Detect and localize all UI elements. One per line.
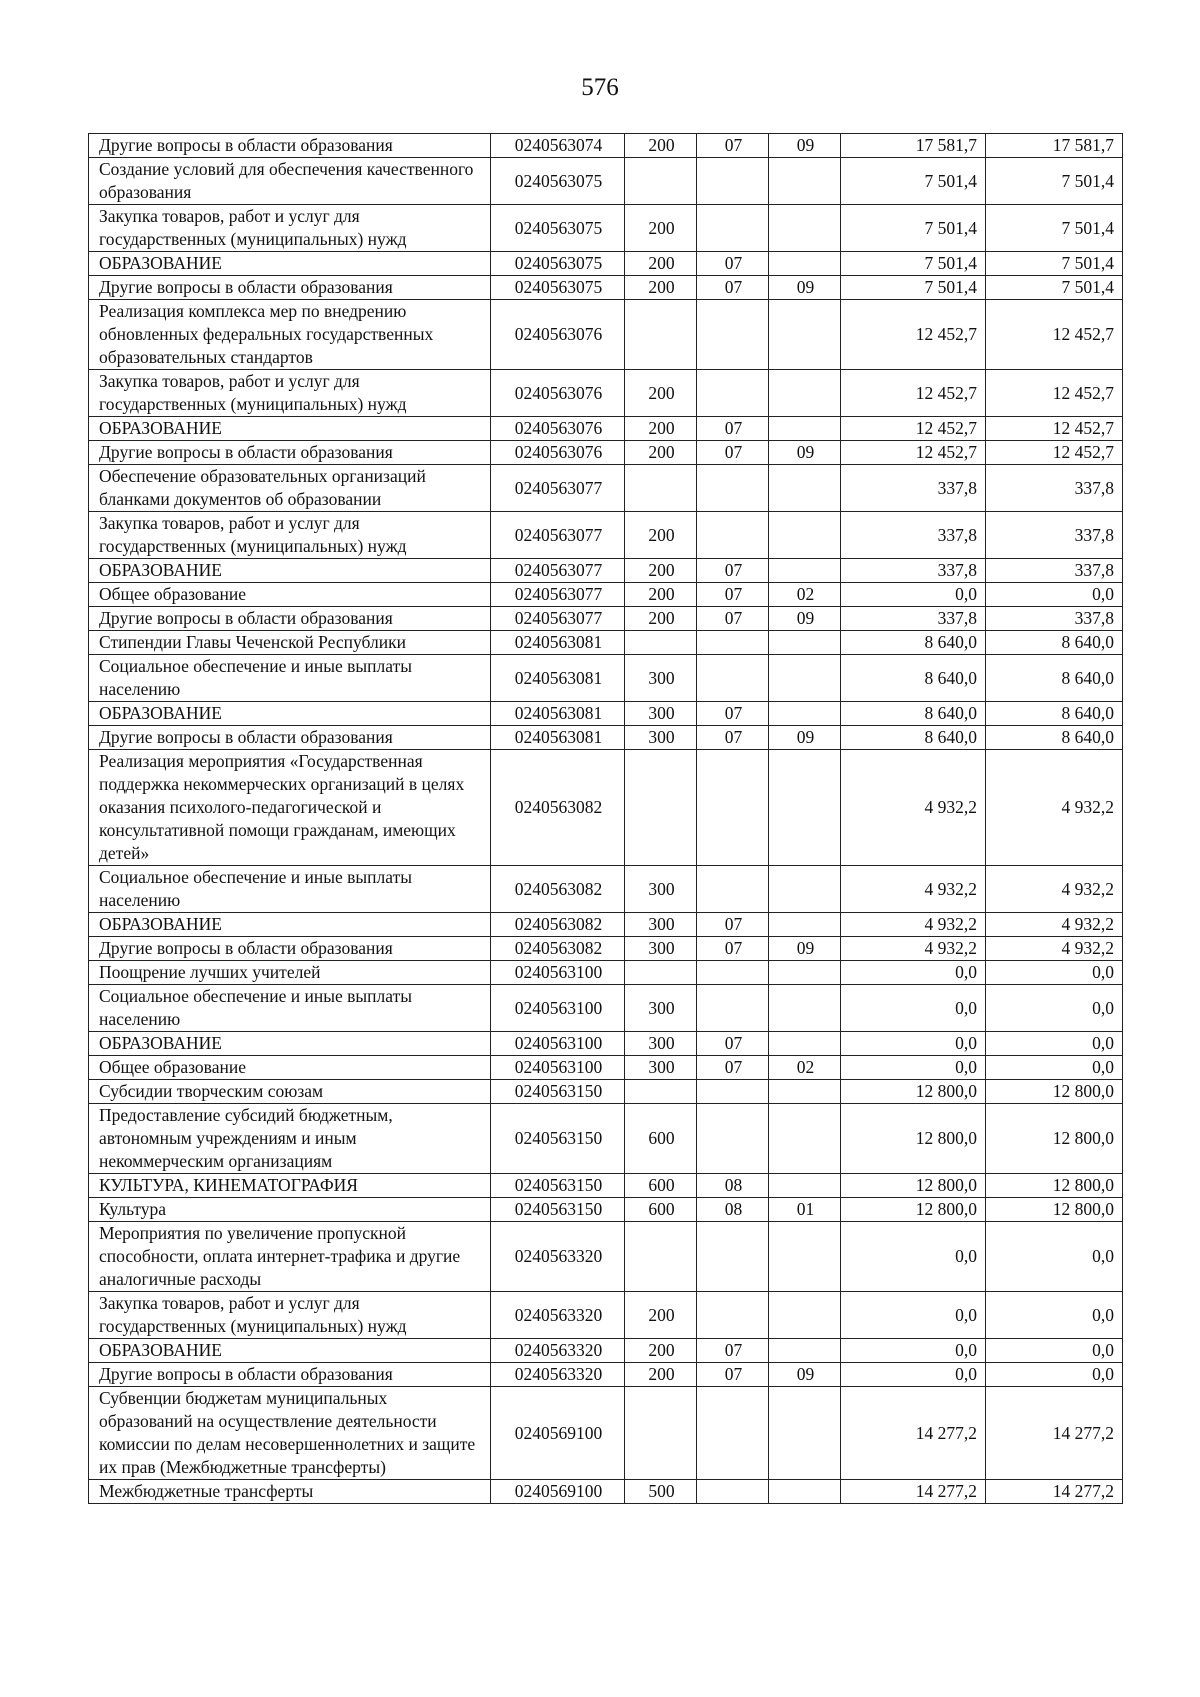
amount-1: 12 452,7 (841, 441, 986, 465)
target-code: 0240563100 (491, 1032, 625, 1056)
section (697, 961, 769, 985)
item-name: ОБРАЗОВАНИЕ (89, 417, 491, 441)
section (697, 1387, 769, 1480)
amount-1: 0,0 (841, 1032, 986, 1056)
target-code: 0240563081 (491, 702, 625, 726)
expense-type: 200 (625, 1292, 697, 1339)
target-code: 0240563081 (491, 631, 625, 655)
amount-1: 8 640,0 (841, 631, 986, 655)
amount-2: 0,0 (986, 1339, 1123, 1363)
table-row (89, 252, 1123, 276)
subsection (769, 1080, 841, 1104)
target-code: 0240563075 (491, 252, 625, 276)
page-number: 576 (581, 74, 619, 101)
table-row (89, 158, 1123, 205)
item-name: Культура (89, 1198, 491, 1222)
item-name: Другие вопросы в области образования (89, 134, 491, 158)
subsection: 09 (769, 607, 841, 631)
target-code: 0240563077 (491, 583, 625, 607)
table-row (89, 702, 1123, 726)
expense-type: 600 (625, 1104, 697, 1174)
table-row (89, 417, 1123, 441)
expense-type: 200 (625, 559, 697, 583)
expense-type: 500 (625, 1480, 697, 1504)
subsection: 02 (769, 583, 841, 607)
expense-type: 300 (625, 913, 697, 937)
target-code: 0240563150 (491, 1198, 625, 1222)
table-row (89, 866, 1123, 913)
item-name: Реализация мероприятия «Государственная поддержка некоммерческих организаций в целях оказания психолого-педагогической и консультативной помощи гражданам, имеющих детей» (89, 750, 491, 866)
item-name: Стипендии Главы Чеченской Республики (89, 631, 491, 655)
subsection: 09 (769, 1363, 841, 1387)
subsection (769, 1480, 841, 1504)
expense-type (625, 158, 697, 205)
subsection: 09 (769, 276, 841, 300)
subsection: 09 (769, 726, 841, 750)
expense-type: 200 (625, 583, 697, 607)
subsection (769, 1222, 841, 1292)
table-row (89, 512, 1123, 559)
section (697, 1222, 769, 1292)
table-row (89, 1363, 1123, 1387)
subsection (769, 750, 841, 866)
target-code: 0240563081 (491, 655, 625, 702)
item-name: ОБРАЗОВАНИЕ (89, 913, 491, 937)
amount-2: 8 640,0 (986, 631, 1123, 655)
table-row (89, 607, 1123, 631)
table-row (89, 583, 1123, 607)
expense-type: 200 (625, 512, 697, 559)
amount-2: 337,8 (986, 512, 1123, 559)
table-row (89, 1080, 1123, 1104)
expense-type (625, 961, 697, 985)
expense-type: 200 (625, 276, 697, 300)
section: 07 (697, 913, 769, 937)
item-name: Закупка товаров, работ и услуг для государственных (муниципальных) нужд (89, 1292, 491, 1339)
table-row (89, 370, 1123, 417)
amount-2: 0,0 (986, 1363, 1123, 1387)
amount-1: 12 800,0 (841, 1080, 986, 1104)
subsection: 09 (769, 441, 841, 465)
table-row (89, 750, 1123, 866)
amount-2: 0,0 (986, 985, 1123, 1032)
section (697, 465, 769, 512)
amount-1: 7 501,4 (841, 205, 986, 252)
section: 07 (697, 134, 769, 158)
amount-2: 0,0 (986, 961, 1123, 985)
amount-1: 337,8 (841, 465, 986, 512)
amount-2: 0,0 (986, 1056, 1123, 1080)
amount-2: 14 277,2 (986, 1480, 1123, 1504)
amount-2: 7 501,4 (986, 252, 1123, 276)
target-code: 0240563075 (491, 158, 625, 205)
amount-2: 0,0 (986, 1032, 1123, 1056)
expense-type: 200 (625, 417, 697, 441)
target-code: 0240563082 (491, 937, 625, 961)
expense-type (625, 631, 697, 655)
table-row (89, 1032, 1123, 1056)
item-name: Социальное обеспечение и иные выплаты населению (89, 655, 491, 702)
target-code: 0240563076 (491, 417, 625, 441)
subsection (769, 655, 841, 702)
table-row (89, 937, 1123, 961)
amount-1: 14 277,2 (841, 1480, 986, 1504)
table-row (89, 465, 1123, 512)
item-name: Другие вопросы в области образования (89, 607, 491, 631)
subsection (769, 985, 841, 1032)
table-row (89, 1222, 1123, 1292)
table-row (89, 726, 1123, 750)
section (697, 300, 769, 370)
section: 08 (697, 1174, 769, 1198)
item-name: Обеспечение образовательных организаций бланками документов об образовании (89, 465, 491, 512)
amount-2: 12 452,7 (986, 417, 1123, 441)
table-row (89, 559, 1123, 583)
amount-2: 12 452,7 (986, 370, 1123, 417)
item-name: Поощрение лучших учителей (89, 961, 491, 985)
amount-2: 4 932,2 (986, 866, 1123, 913)
expense-type: 300 (625, 726, 697, 750)
target-code: 0240563100 (491, 1056, 625, 1080)
amount-1: 7 501,4 (841, 158, 986, 205)
amount-2: 12 452,7 (986, 300, 1123, 370)
amount-2: 12 800,0 (986, 1174, 1123, 1198)
subsection (769, 512, 841, 559)
subsection (769, 961, 841, 985)
amount-2: 0,0 (986, 583, 1123, 607)
budget-table (88, 133, 1123, 1504)
item-name: Другие вопросы в области образования (89, 726, 491, 750)
expense-type: 300 (625, 937, 697, 961)
target-code: 0240563150 (491, 1174, 625, 1198)
item-name: Создание условий для обеспечения качественного образования (89, 158, 491, 205)
section: 07 (697, 583, 769, 607)
amount-1: 0,0 (841, 583, 986, 607)
amount-1: 12 800,0 (841, 1198, 986, 1222)
item-name: ОБРАЗОВАНИЕ (89, 1032, 491, 1056)
amount-1: 337,8 (841, 512, 986, 559)
amount-1: 0,0 (841, 961, 986, 985)
section (697, 1104, 769, 1174)
section (697, 631, 769, 655)
table-row (89, 1387, 1123, 1480)
expense-type: 300 (625, 866, 697, 913)
target-code: 0240563077 (491, 512, 625, 559)
subsection (769, 702, 841, 726)
section: 07 (697, 559, 769, 583)
table-row (89, 961, 1123, 985)
subsection: 09 (769, 134, 841, 158)
expense-type: 300 (625, 655, 697, 702)
target-code: 0240563076 (491, 300, 625, 370)
table-row (89, 1292, 1123, 1339)
amount-1: 4 932,2 (841, 750, 986, 866)
amount-2: 4 932,2 (986, 937, 1123, 961)
target-code: 0240563150 (491, 1104, 625, 1174)
amount-2: 337,8 (986, 607, 1123, 631)
target-code: 0240563320 (491, 1363, 625, 1387)
subsection (769, 631, 841, 655)
section (697, 866, 769, 913)
amount-2: 337,8 (986, 465, 1123, 512)
item-name: Другие вопросы в области образования (89, 276, 491, 300)
section: 07 (697, 276, 769, 300)
expense-type: 600 (625, 1198, 697, 1222)
section: 07 (697, 702, 769, 726)
subsection (769, 1032, 841, 1056)
item-name: Закупка товаров, работ и услуг для государственных (муниципальных) нужд (89, 512, 491, 559)
item-name: Реализация комплекса мер по внедрению обновленных федеральных государственных образовательных стандартов (89, 300, 491, 370)
subsection (769, 205, 841, 252)
amount-2: 7 501,4 (986, 205, 1123, 252)
item-name: Мероприятия по увеличение пропускной способности, оплата интернет-трафика и другие аналогичные расходы (89, 1222, 491, 1292)
target-code: 0240563077 (491, 607, 625, 631)
target-code: 0240563100 (491, 985, 625, 1032)
expense-type: 200 (625, 370, 697, 417)
amount-1: 7 501,4 (841, 252, 986, 276)
subsection (769, 1292, 841, 1339)
expense-type (625, 750, 697, 866)
subsection: 09 (769, 937, 841, 961)
section (697, 1080, 769, 1104)
expense-type: 600 (625, 1174, 697, 1198)
subsection (769, 158, 841, 205)
subsection (769, 1387, 841, 1480)
table-row (89, 1174, 1123, 1198)
table-row (89, 1056, 1123, 1080)
target-code: 0240563076 (491, 370, 625, 417)
amount-1: 4 932,2 (841, 866, 986, 913)
section: 07 (697, 1056, 769, 1080)
subsection (769, 866, 841, 913)
table-row (89, 205, 1123, 252)
item-name: Общее образование (89, 1056, 491, 1080)
expense-type (625, 1222, 697, 1292)
item-name: Субвенции бюджетам муниципальных образований на осуществление деятельности комиссии по делам несовершеннолетних и защите их прав (Межбюджетные трансферты) (89, 1387, 491, 1480)
amount-1: 8 640,0 (841, 726, 986, 750)
target-code: 0240563082 (491, 750, 625, 866)
table-row (89, 655, 1123, 702)
item-name: Субсидии творческим союзам (89, 1080, 491, 1104)
target-code: 0240563081 (491, 726, 625, 750)
section (697, 205, 769, 252)
amount-1: 337,8 (841, 559, 986, 583)
table-row (89, 276, 1123, 300)
amount-2: 4 932,2 (986, 750, 1123, 866)
table-row (89, 1339, 1123, 1363)
target-code: 0240569100 (491, 1387, 625, 1480)
item-name: Закупка товаров, работ и услуг для государственных (муниципальных) нужд (89, 370, 491, 417)
amount-1: 0,0 (841, 1363, 986, 1387)
target-code: 0240563077 (491, 559, 625, 583)
amount-2: 17 581,7 (986, 134, 1123, 158)
target-code: 0240563075 (491, 276, 625, 300)
subsection (769, 1174, 841, 1198)
table-row (89, 985, 1123, 1032)
amount-1: 0,0 (841, 985, 986, 1032)
section: 07 (697, 252, 769, 276)
section: 08 (697, 1198, 769, 1222)
subsection (769, 559, 841, 583)
amount-1: 0,0 (841, 1222, 986, 1292)
section (697, 1480, 769, 1504)
amount-2: 12 452,7 (986, 441, 1123, 465)
amount-2: 12 800,0 (986, 1198, 1123, 1222)
amount-2: 12 800,0 (986, 1104, 1123, 1174)
target-code: 0240563320 (491, 1292, 625, 1339)
amount-2: 7 501,4 (986, 276, 1123, 300)
section: 07 (697, 1032, 769, 1056)
amount-1: 4 932,2 (841, 937, 986, 961)
target-code: 0240563320 (491, 1222, 625, 1292)
target-code: 0240563082 (491, 913, 625, 937)
target-code: 0240563076 (491, 441, 625, 465)
section (697, 158, 769, 205)
item-name: Другие вопросы в области образования (89, 441, 491, 465)
amount-1: 0,0 (841, 1339, 986, 1363)
item-name: ОБРАЗОВАНИЕ (89, 559, 491, 583)
subsection (769, 300, 841, 370)
item-name: ОБРАЗОВАНИЕ (89, 1339, 491, 1363)
amount-1: 8 640,0 (841, 702, 986, 726)
section (697, 1292, 769, 1339)
amount-1: 12 800,0 (841, 1104, 986, 1174)
expense-type (625, 465, 697, 512)
item-name: Предоставление субсидий бюджетным, автономным учреждениям и иным некоммерческим организациям (89, 1104, 491, 1174)
expense-type: 200 (625, 1339, 697, 1363)
section: 07 (697, 937, 769, 961)
section (697, 512, 769, 559)
amount-1: 12 452,7 (841, 370, 986, 417)
table-row (89, 913, 1123, 937)
amount-2: 8 640,0 (986, 702, 1123, 726)
expense-type: 300 (625, 702, 697, 726)
expense-type: 300 (625, 1032, 697, 1056)
section (697, 750, 769, 866)
item-name: Межбюджетные трансферты (89, 1480, 491, 1504)
item-name: Социальное обеспечение и иные выплаты населению (89, 866, 491, 913)
item-name: Другие вопросы в области образования (89, 937, 491, 961)
item-name: Закупка товаров, работ и услуг для государственных (муниципальных) нужд (89, 205, 491, 252)
table-row (89, 1480, 1123, 1504)
section (697, 985, 769, 1032)
amount-1: 12 452,7 (841, 417, 986, 441)
item-name: Общее образование (89, 583, 491, 607)
table-row (89, 441, 1123, 465)
item-name: Социальное обеспечение и иные выплаты населению (89, 985, 491, 1032)
target-code: 0240563077 (491, 465, 625, 512)
item-name: ОБРАЗОВАНИЕ (89, 702, 491, 726)
section: 07 (697, 441, 769, 465)
amount-1: 12 800,0 (841, 1174, 986, 1198)
subsection (769, 913, 841, 937)
section: 07 (697, 607, 769, 631)
amount-1: 17 581,7 (841, 134, 986, 158)
item-name: КУЛЬТУРА, КИНЕМАТОГРАФИЯ (89, 1174, 491, 1198)
amount-2: 12 800,0 (986, 1080, 1123, 1104)
target-code: 0240563074 (491, 134, 625, 158)
amount-2: 8 640,0 (986, 655, 1123, 702)
item-name: ОБРАЗОВАНИЕ (89, 252, 491, 276)
item-name: Другие вопросы в области образования (89, 1363, 491, 1387)
table-row (89, 134, 1123, 158)
section: 07 (697, 1339, 769, 1363)
amount-2: 0,0 (986, 1222, 1123, 1292)
target-code: 0240563150 (491, 1080, 625, 1104)
amount-2: 337,8 (986, 559, 1123, 583)
expense-type: 300 (625, 1056, 697, 1080)
section: 07 (697, 417, 769, 441)
expense-type: 200 (625, 441, 697, 465)
amount-1: 0,0 (841, 1292, 986, 1339)
target-code: 0240563320 (491, 1339, 625, 1363)
subsection (769, 1339, 841, 1363)
target-code: 0240563075 (491, 205, 625, 252)
expense-type: 300 (625, 985, 697, 1032)
table-row (89, 300, 1123, 370)
amount-1: 7 501,4 (841, 276, 986, 300)
amount-1: 337,8 (841, 607, 986, 631)
section: 07 (697, 1363, 769, 1387)
expense-type: 200 (625, 205, 697, 252)
table-row (89, 1104, 1123, 1174)
subsection (769, 465, 841, 512)
table-row (89, 631, 1123, 655)
section: 07 (697, 726, 769, 750)
subsection: 01 (769, 1198, 841, 1222)
amount-2: 0,0 (986, 1292, 1123, 1339)
target-code: 0240563082 (491, 866, 625, 913)
subsection (769, 252, 841, 276)
amount-2: 7 501,4 (986, 158, 1123, 205)
expense-type (625, 1387, 697, 1480)
subsection: 02 (769, 1056, 841, 1080)
target-code: 0240563100 (491, 961, 625, 985)
amount-1: 4 932,2 (841, 913, 986, 937)
expense-type (625, 300, 697, 370)
amount-1: 8 640,0 (841, 655, 986, 702)
amount-2: 14 277,2 (986, 1387, 1123, 1480)
section (697, 370, 769, 417)
expense-type: 200 (625, 1363, 697, 1387)
expense-type (625, 1080, 697, 1104)
expense-type: 200 (625, 607, 697, 631)
section (697, 655, 769, 702)
subsection (769, 417, 841, 441)
amount-2: 4 932,2 (986, 913, 1123, 937)
amount-1: 0,0 (841, 1056, 986, 1080)
amount-1: 12 452,7 (841, 300, 986, 370)
expense-type: 200 (625, 252, 697, 276)
expense-type: 200 (625, 134, 697, 158)
amount-2: 8 640,0 (986, 726, 1123, 750)
target-code: 0240569100 (491, 1480, 625, 1504)
subsection (769, 370, 841, 417)
table-row (89, 1198, 1123, 1222)
subsection (769, 1104, 841, 1174)
amount-1: 14 277,2 (841, 1387, 986, 1480)
